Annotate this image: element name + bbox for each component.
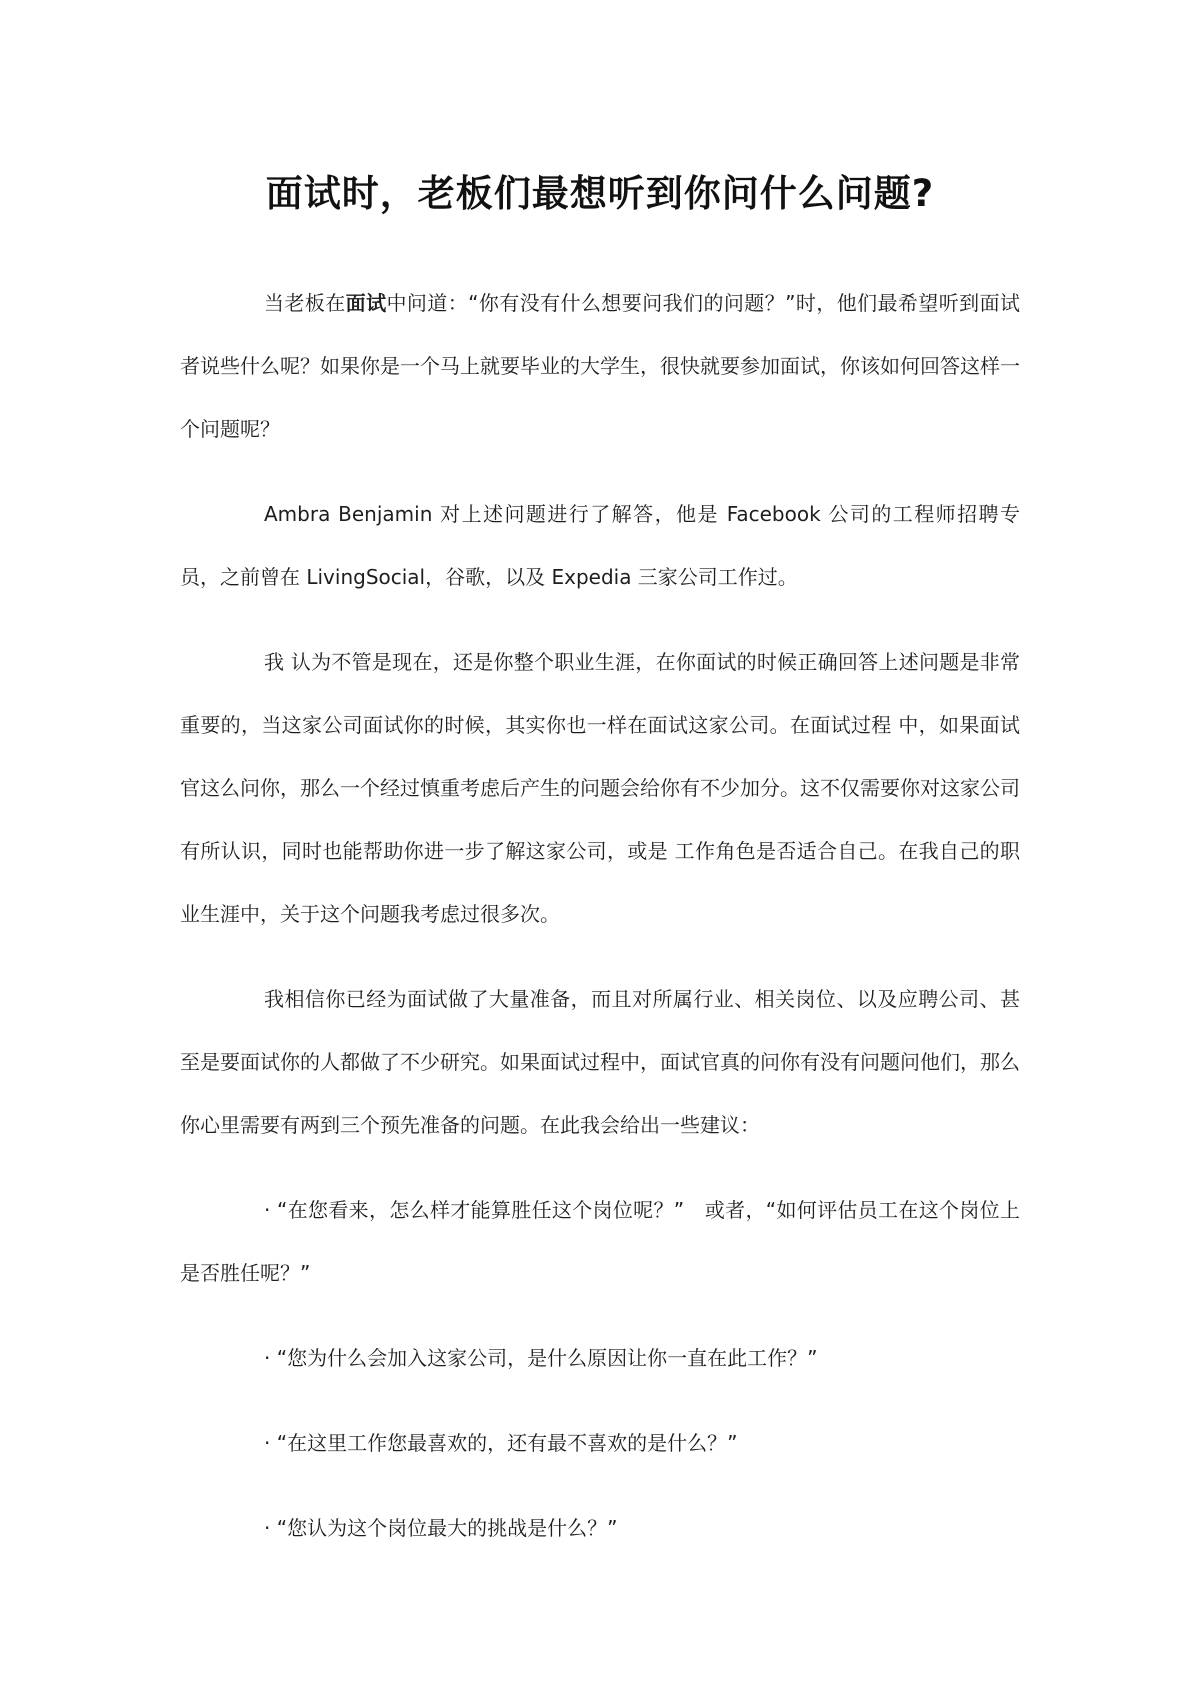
paragraph-intro-lead: 当老板在 [264, 291, 346, 315]
paragraph-author: Ambra Benjamin 对上述问题进行了解答，他是 Facebook 公司的工程师招聘专员，之前曾在 LivingSocial，谷歌，以及 Expedia 三家公司工作过。 [180, 502, 1020, 589]
paragraph-intro [180, 272, 1020, 461]
article-body [180, 272, 1020, 1582]
question-item: · “在这里工作您最喜欢的，还有最不喜欢的是什么？” [264, 1431, 738, 1455]
question-item: · “您为什么会加入这家公司，是什么原因让你一直在此工作？” [264, 1346, 818, 1370]
paragraph-preparation: 我相信你已经为面试做了大量准备，而且对所属行业、相关岗位、以及应聘公司、甚至是要面试你的人都做了不少研究。如果面试过程中，面试官真的问你有没有问题问他们，那么你心里需要有两到三个预先准备的问题。在此我会给出一些建议： [180, 987, 1020, 1137]
page-title: 面试时，老板们最想听到你问什么问题? [265, 172, 935, 215]
paragraph-importance: 我 认为不管是现在，还是你整个职业生涯，在你面试的时候正确回答上述问题是非常重要的，当这家公司面试你的时候，其实你也一样在面试这家公司。在面试过程 中，如果面试官这么问你，那么一个经过慎重考虑后产生的问题会给你有不少加分。这不仅需要你对这家公司有所认识，同时也能帮助你进一步了解这家公司，或是 工作角色是否适合自己。在我自己的职业生涯中，关于这个问题我考虑过很多次。 [180, 650, 1020, 926]
keyword-interview: 面试 [345, 291, 387, 315]
question-item: · “您认为这个岗位最大的挑战是什么？” [264, 1516, 618, 1540]
question-item: · “在您看来，怎么样才能算胜任这个岗位呢？” 或者，“如何评估员工在这个岗位上是否胜任呢？” [180, 1198, 1020, 1285]
paragraph-intro-rest: 中问道：“你有没有什么想要问我们的问题？”时，他们最希望听到面试者说些什么呢？如果你是一个马上就要毕业的大学生，很快就要参加面试，你该如何回答这样一个问题呢？ [180, 291, 1020, 441]
